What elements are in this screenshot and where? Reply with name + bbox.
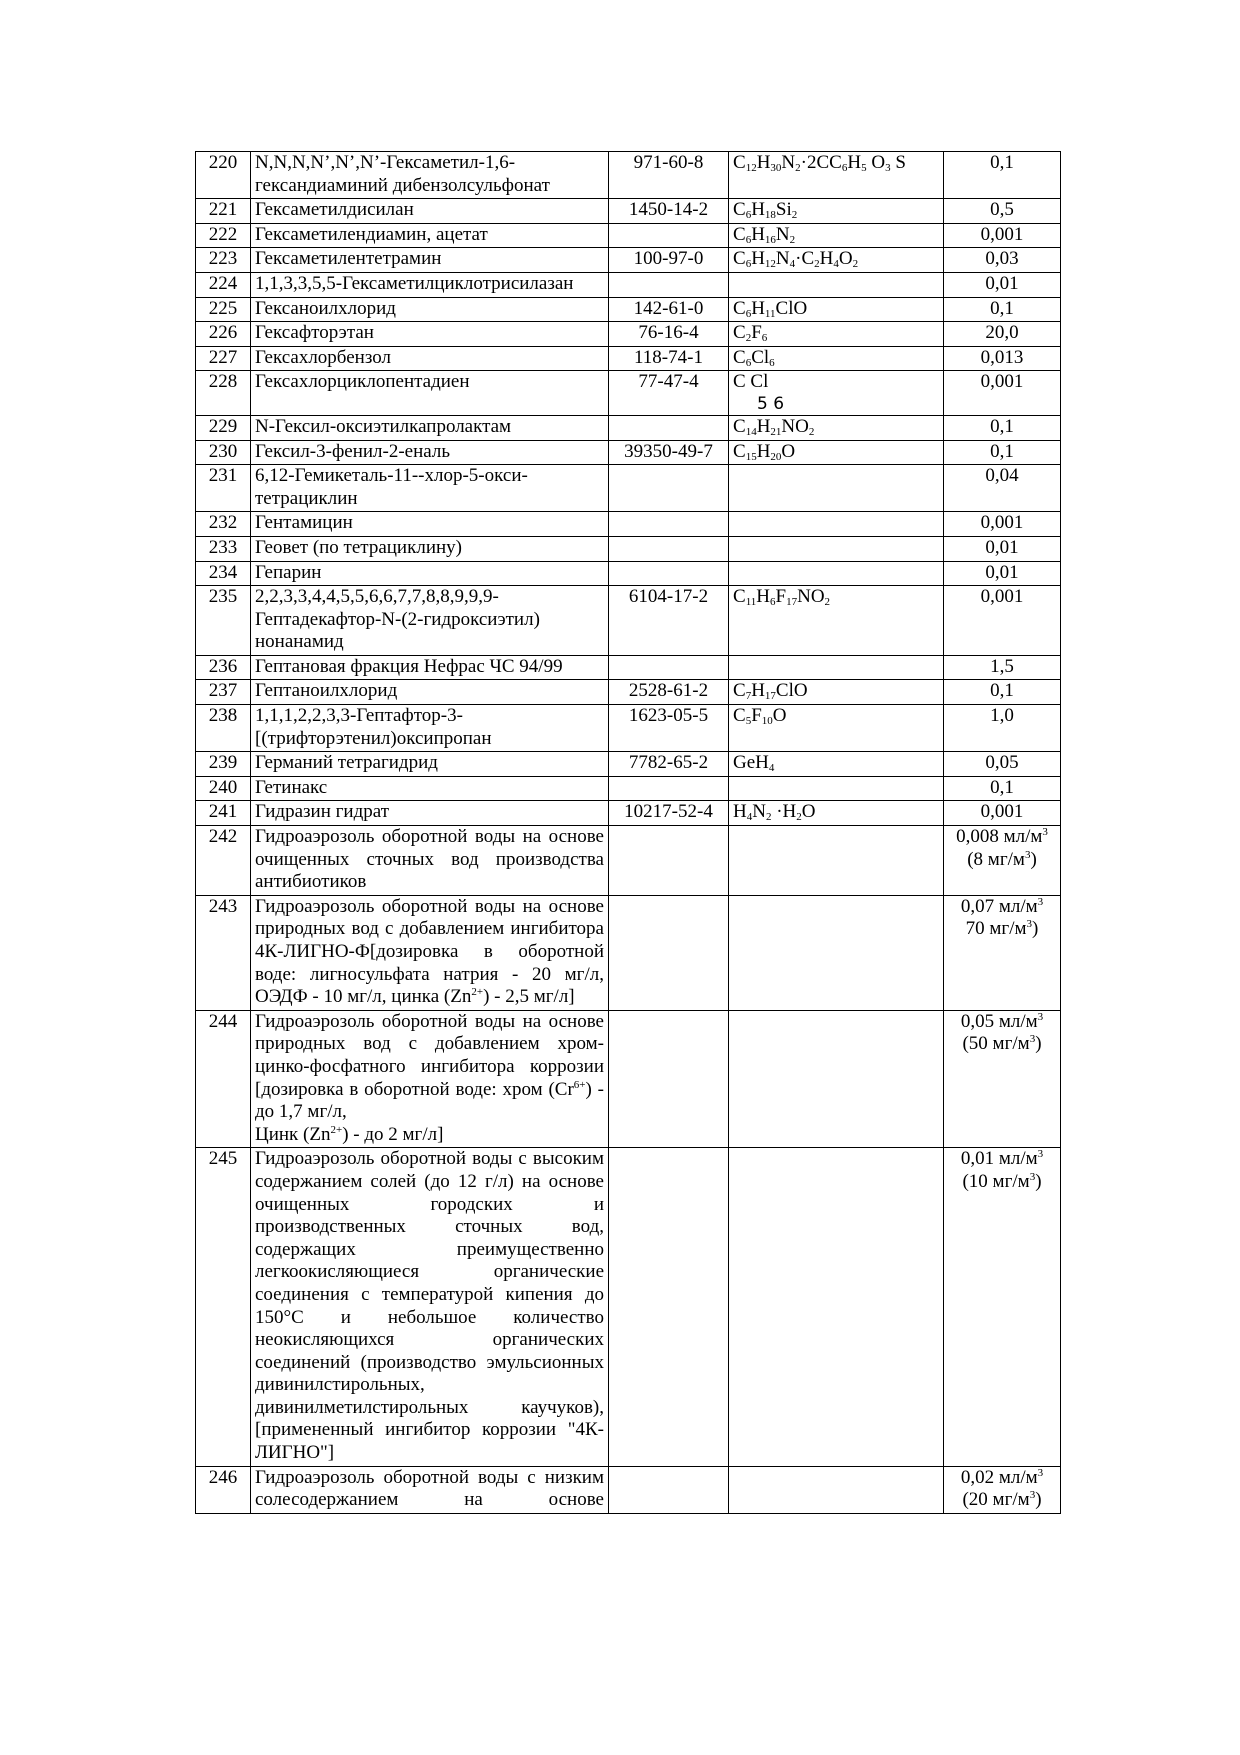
formula-subscript: 7 xyxy=(745,690,752,703)
formula-element: C Cl xyxy=(733,371,769,393)
cas-number: 100-97-0 xyxy=(609,248,729,273)
concentration-value: 0,05 xyxy=(944,752,1061,777)
cas-number xyxy=(609,895,729,1010)
formula-element: ·H xyxy=(771,801,797,823)
chemical-formula xyxy=(729,705,944,752)
closing-paren: ) xyxy=(1030,848,1037,870)
concentration-value: 1,5 xyxy=(944,655,1061,680)
formula-element: ·C xyxy=(795,248,815,270)
formula-element: C xyxy=(733,346,746,368)
chemical-formula xyxy=(729,776,944,801)
formula-element: F xyxy=(751,705,762,727)
formula-element: C xyxy=(733,705,746,727)
table-row xyxy=(196,1148,1061,1466)
value-mg: (20 мг/м xyxy=(962,1489,1030,1511)
substance-name: N-Гексил-оксиэтилкапролактам xyxy=(251,415,609,440)
formula-subscript: 20 xyxy=(770,450,782,463)
formula-subscript: 2 xyxy=(795,162,801,174)
concentration-value: 0,1 xyxy=(944,440,1061,465)
formula-subscript: 2 xyxy=(765,811,772,824)
formula-subscript: 2 xyxy=(808,425,815,438)
table-row xyxy=(196,536,1061,561)
value-ml: 0,02 мл/м xyxy=(960,1466,1038,1488)
formula-subscript: 6 xyxy=(769,356,775,369)
substance-name: Гексафторэтан xyxy=(251,322,609,347)
formula-element: F xyxy=(751,322,762,344)
substance-name: 1,1,1,2,2,3,3-Гептафтор-3-[(трифторэтенил)оксипропан xyxy=(251,705,609,752)
concentration-value: 0,001 xyxy=(944,512,1061,537)
document-page xyxy=(195,151,1060,1514)
closing-paren: ) xyxy=(1035,1033,1042,1055)
formula-element: GeH xyxy=(733,752,769,774)
formula-element: ·2C xyxy=(800,152,830,173)
substance-name: Гептаноилхлорид xyxy=(251,680,609,705)
value-mg: (8 мг/м xyxy=(967,848,1025,870)
formula-element: N xyxy=(775,223,790,245)
formula-element: H xyxy=(819,248,834,270)
concentration-value: 0,5 xyxy=(944,199,1061,224)
substance-name: Гексаноилхлорид xyxy=(251,297,609,322)
concentration-value: 0,013 xyxy=(944,346,1061,371)
formula-subscript: 30 xyxy=(770,162,782,174)
concentration-value: 0,1 xyxy=(944,297,1061,322)
table-row xyxy=(196,561,1061,586)
row-number: 220 xyxy=(196,152,251,199)
cube-superscript: 3 xyxy=(1037,1466,1044,1479)
chemical-formula xyxy=(729,371,944,416)
cas-number: 76-16-4 xyxy=(609,322,729,347)
formula-element: Si xyxy=(775,199,792,221)
name-part: Гидроаэрозоль оборотной воды на основе природных вод с добавлением ингибитора 4К-ЛИГНО-Ф[дозировка в оборотной воде: лигносульфата натрия - 20 мг/л, ОЭДФ - 10 мг/л, цинка (Zn xyxy=(255,895,604,1008)
row-number: 233 xyxy=(196,536,251,561)
chemical-formula xyxy=(729,272,944,297)
cas-number xyxy=(609,415,729,440)
formula-subscript: 17 xyxy=(764,690,776,703)
substance-name: Гексаметилендиамин, ацетат xyxy=(251,223,609,248)
substance-name: 6,12-Гемикеталь-11--хлор-5-окси-тетрациклин xyxy=(251,465,609,512)
row-number: 238 xyxy=(196,705,251,752)
formula-element: N xyxy=(781,152,796,173)
cube-superscript: 3 xyxy=(1029,1170,1036,1183)
row-number: 230 xyxy=(196,440,251,465)
formula-subscript: 4 xyxy=(746,811,753,824)
table-row xyxy=(196,1466,1061,1513)
cas-number: 39350-49-7 xyxy=(609,440,729,465)
formula-subscript: 2 xyxy=(824,596,831,609)
concentration-value: 0,001 xyxy=(944,801,1061,826)
concentration-value: 0,1 xyxy=(944,415,1061,440)
formula-subscript: 2 xyxy=(796,811,802,824)
table-row xyxy=(196,371,1061,416)
closing-paren: ) xyxy=(1032,918,1039,940)
cas-number xyxy=(609,536,729,561)
concentration-value: 0,03 xyxy=(944,248,1061,273)
substance-name: Гексаметилентетрамин xyxy=(251,248,609,273)
formula-subscript: 6 xyxy=(770,596,776,609)
row-number: 224 xyxy=(196,272,251,297)
substance-name: Гексил-3-фенил-2-еналь xyxy=(251,440,609,465)
substance-name: N,N,N,N’,N’,N’-Гексаметил-1,6-гександиаминий дибензолсульфонат xyxy=(251,152,609,199)
formula-element: C xyxy=(733,440,746,462)
formula-subscript: 18 xyxy=(764,209,776,222)
concentration-value: 0,01 xyxy=(944,561,1061,586)
formula-element: O xyxy=(772,705,787,727)
formula-subscript: 21 xyxy=(770,425,782,438)
table-body xyxy=(196,152,1061,1514)
formula-subscript: 2 xyxy=(789,233,796,246)
formula-subscript: 6 xyxy=(761,332,768,345)
formula-subscript: 4 xyxy=(833,258,839,271)
cube-superscript: 3 xyxy=(1026,918,1033,931)
formula-element: NO xyxy=(781,415,809,437)
row-number: 222 xyxy=(196,223,251,248)
formula-subscript: 12 xyxy=(745,162,757,174)
table-row xyxy=(196,705,1061,752)
formula-element: NO xyxy=(797,586,825,608)
formula-element: C xyxy=(733,586,746,608)
table-row xyxy=(196,1010,1061,1148)
cas-number xyxy=(609,272,729,297)
concentration-value xyxy=(944,1466,1061,1513)
chemical-formula xyxy=(729,536,944,561)
name-part: ) - 2,5 мг/л] xyxy=(483,986,575,1008)
cas-number xyxy=(609,512,729,537)
row-number: 240 xyxy=(196,776,251,801)
substance-name: Гепарин xyxy=(251,561,609,586)
chemical-formula xyxy=(729,1466,944,1513)
table-row xyxy=(196,895,1061,1010)
formula-element: ClO xyxy=(775,297,808,319)
value-mg: (10 мг/м xyxy=(962,1170,1030,1192)
cas-number: 7782-65-2 xyxy=(609,752,729,777)
substance-name xyxy=(251,895,609,1010)
row-number: 234 xyxy=(196,561,251,586)
formula-element: O xyxy=(801,801,816,823)
table-row xyxy=(196,826,1061,896)
cube-superscript: 3 xyxy=(1029,1033,1036,1046)
chemical-formula xyxy=(729,826,944,896)
table-row xyxy=(196,586,1061,656)
name-part: Гидроаэрозоль оборотной воды на основе природных вод с добавлением хром-цинко-фосфатного ингибитора коррозии [дозировка в оборотной воде: хром (Cr xyxy=(255,1010,604,1100)
row-number: 239 xyxy=(196,752,251,777)
concentration-value: 1,0 xyxy=(944,705,1061,752)
cas-number xyxy=(609,465,729,512)
formula-element: O xyxy=(838,248,853,270)
table-row xyxy=(196,752,1061,777)
name-part: ) - до 1,7 мг/л, xyxy=(255,1078,604,1123)
formula-element: N xyxy=(752,801,766,823)
value-ml: 0,07 мл/м xyxy=(960,895,1038,917)
substance-name: Германий тетрагидрид xyxy=(251,752,609,777)
table-row xyxy=(196,322,1061,347)
chemical-formula xyxy=(729,152,944,199)
table-row xyxy=(196,223,1061,248)
substance-name: Гетинакс xyxy=(251,776,609,801)
formula-element: H xyxy=(751,297,765,319)
chemical-formula xyxy=(729,440,944,465)
formula-element: C xyxy=(733,680,746,702)
substance-name: Гентамицин xyxy=(251,512,609,537)
cas-number: 971-60-8 xyxy=(609,152,729,199)
concentration-value: 0,01 xyxy=(944,536,1061,561)
substance-name xyxy=(251,1010,609,1148)
formula-element: C xyxy=(829,152,842,173)
table-row xyxy=(196,465,1061,512)
formula-element: O xyxy=(866,152,886,173)
chemical-formula xyxy=(729,465,944,512)
value-ml: 0,008 мл/м xyxy=(956,826,1043,848)
formula-subscript: 3 xyxy=(885,162,891,174)
formula-subscript: 2 xyxy=(852,258,859,271)
table-row xyxy=(196,440,1061,465)
chemical-formula xyxy=(729,752,944,777)
table-row xyxy=(196,801,1061,826)
value-ml: 0,05 мл/м xyxy=(960,1010,1038,1032)
table-row xyxy=(196,655,1061,680)
formula-element: C xyxy=(733,297,746,319)
formula-element: H xyxy=(733,801,747,823)
cas-number: 77-47-4 xyxy=(609,371,729,416)
row-number: 226 xyxy=(196,322,251,347)
formula-element: H xyxy=(751,248,765,270)
substance-name: 1,1,3,3,5,5-Гексаметилциклотрисилазан xyxy=(251,272,609,297)
formula-subscript: 6 xyxy=(745,233,752,246)
row-number: 241 xyxy=(196,801,251,826)
cas-number xyxy=(609,561,729,586)
substance-name: Геовет (по тетрациклину) xyxy=(251,536,609,561)
handwritten-subscripts: 5 6 xyxy=(757,393,785,414)
cas-number xyxy=(609,1466,729,1513)
chemical-formula xyxy=(729,655,944,680)
formula-subscript: 2 xyxy=(791,209,798,222)
formula-subscript: 11 xyxy=(745,596,757,609)
substance-name: 2,2,3,3,4,4,5,5,6,6,7,7,8,8,9,9,9-Гептадекафтор-N-(2-гидроксиэтил) нонанамид xyxy=(251,586,609,656)
formula-subscript: 2 xyxy=(814,258,820,271)
row-number: 242 xyxy=(196,826,251,896)
concentration-value: 0,01 xyxy=(944,272,1061,297)
chemical-formula xyxy=(729,248,944,273)
cas-number: 10217-52-4 xyxy=(609,801,729,826)
row-number: 227 xyxy=(196,346,251,371)
formula-subscript: 2 xyxy=(745,332,752,345)
concentration-value xyxy=(944,895,1061,1010)
formula-element: H xyxy=(756,440,771,462)
substance-name: Гептановая фракция Нефрас ЧС 94/99 xyxy=(251,655,609,680)
formula-subscript: 6 xyxy=(841,162,848,174)
formula-element: Cl xyxy=(751,346,770,368)
formula-element: H xyxy=(751,223,765,245)
table-row xyxy=(196,415,1061,440)
formula-element: H xyxy=(751,199,765,221)
concentration-value: 20,0 xyxy=(944,322,1061,347)
table-row xyxy=(196,248,1061,273)
row-number: 228 xyxy=(196,371,251,416)
cube-superscript: 3 xyxy=(1037,895,1044,908)
formula-subscript: 6 xyxy=(745,307,752,320)
substance-name: Гексахлорциклопентадиен xyxy=(251,371,609,416)
row-number: 244 xyxy=(196,1010,251,1148)
formula-element: C xyxy=(733,152,746,173)
table-row xyxy=(196,346,1061,371)
formula-element: C xyxy=(733,223,746,245)
concentration-value xyxy=(944,1148,1061,1466)
concentration-value: 0,001 xyxy=(944,371,1061,416)
substance-name: Гидразин гидрат xyxy=(251,801,609,826)
value-ml: 0,01 мл/м xyxy=(960,1148,1038,1170)
cas-number: 142-61-0 xyxy=(609,297,729,322)
cube-superscript: 3 xyxy=(1024,848,1031,861)
chemical-formula xyxy=(729,223,944,248)
formula-subscript: 4 xyxy=(789,258,796,271)
formula-element: C xyxy=(733,415,746,437)
formula-element: ClO xyxy=(775,680,808,702)
cas-number: 118-74-1 xyxy=(609,346,729,371)
row-number: 235 xyxy=(196,586,251,656)
name-part: Цинк (Zn xyxy=(255,1123,331,1145)
value-mg: 70 мг/м xyxy=(965,918,1027,940)
formula-subscript: 14 xyxy=(745,425,757,438)
row-number: 243 xyxy=(196,895,251,1010)
substance-name: Гидроаэрозоль оборотной воды на основе очищенных сточных вод производства антибиотиков xyxy=(251,826,609,896)
cas-number xyxy=(609,776,729,801)
formula-subscript: 17 xyxy=(786,596,798,609)
row-number: 246 xyxy=(196,1466,251,1513)
cas-number: 1450-14-2 xyxy=(609,199,729,224)
formula-element: H xyxy=(756,152,771,173)
formula-element: F xyxy=(775,586,787,608)
chemical-formula xyxy=(729,1010,944,1148)
substance-name: Гексаметилдисилан xyxy=(251,199,609,224)
substance-name: Гидроаэрозоль оборотной воды с высоким содержанием солей (до 12 г/л) на основе очищенных городских и производственных сточных вод, содержащих преимущественно легкоокисляющиеся органические соединения с температурой кипения до 150°С и небольшое количество неокисляющихся органических соединений (производство эмульсионных дивинилстирольных, дивинилметилстирольных каучуков), [примененный ингибитор коррозии "4К-ЛИГНО"] xyxy=(251,1148,609,1466)
formula-subscript: 10 xyxy=(761,715,773,728)
chemical-formula xyxy=(729,586,944,656)
cas-number xyxy=(609,1148,729,1466)
row-number: 237 xyxy=(196,680,251,705)
cube-superscript: 3 xyxy=(1029,1489,1036,1502)
formula-element: H xyxy=(756,586,771,608)
formula-subscript: 4 xyxy=(768,762,775,775)
value-mg: (50 мг/м xyxy=(962,1033,1030,1055)
substance-name: Гексахлорбензол xyxy=(251,346,609,371)
concentration-value: 0,04 xyxy=(944,465,1061,512)
formula-subscript: 15 xyxy=(745,450,757,463)
formula-element: H xyxy=(847,152,862,173)
formula-element: H xyxy=(751,680,765,702)
formula-subscript: 6 xyxy=(745,356,752,369)
ion-charge: 2+ xyxy=(330,1123,343,1136)
chemical-formula xyxy=(729,199,944,224)
formula-element: C xyxy=(733,322,746,344)
cas-number xyxy=(609,1010,729,1148)
formula-subscript: 11 xyxy=(764,307,776,320)
chemical-formula xyxy=(729,512,944,537)
cas-number xyxy=(609,655,729,680)
table-row xyxy=(196,680,1061,705)
cube-superscript: 3 xyxy=(1037,1148,1044,1161)
formula-element: O xyxy=(781,440,796,462)
cube-superscript: 3 xyxy=(1042,826,1048,839)
closing-paren: ) xyxy=(1035,1489,1042,1511)
ion-charge: 2+ xyxy=(471,986,484,999)
table-row xyxy=(196,199,1061,224)
row-number: 236 xyxy=(196,655,251,680)
cas-number: 1623-05-5 xyxy=(609,705,729,752)
table-row xyxy=(196,512,1061,537)
formula-subscript: 12 xyxy=(764,258,776,271)
chemical-formula xyxy=(729,1148,944,1466)
cas-number: 6104-17-2 xyxy=(609,586,729,656)
formula-element: S xyxy=(890,152,906,173)
formula-subscript: 6 xyxy=(745,258,752,271)
name-part: ) - до 2 мг/л] xyxy=(342,1123,444,1145)
substances-table xyxy=(195,151,1061,1514)
cas-number: 2528-61-2 xyxy=(609,680,729,705)
closing-paren: ) xyxy=(1035,1170,1042,1192)
chemical-formula xyxy=(729,415,944,440)
formula-subscript: 16 xyxy=(764,233,776,246)
cas-number xyxy=(609,223,729,248)
formula-subscript: 5 xyxy=(861,162,867,174)
concentration-value: 0,001 xyxy=(944,223,1061,248)
cube-superscript: 3 xyxy=(1037,1010,1044,1023)
concentration-value xyxy=(944,1010,1061,1148)
table-row xyxy=(196,776,1061,801)
chemical-formula xyxy=(729,801,944,826)
chemical-formula xyxy=(729,895,944,1010)
concentration-value: 0,1 xyxy=(944,680,1061,705)
formula-subscript: 5 xyxy=(745,715,752,728)
formula-element: C xyxy=(733,248,746,270)
row-number: 225 xyxy=(196,297,251,322)
table-row xyxy=(196,297,1061,322)
table-row xyxy=(196,152,1061,199)
formula-element: N xyxy=(775,248,790,270)
row-number: 232 xyxy=(196,512,251,537)
chemical-formula xyxy=(729,680,944,705)
chemical-formula xyxy=(729,561,944,586)
row-number: 245 xyxy=(196,1148,251,1466)
concentration-value: 0,1 xyxy=(944,776,1061,801)
row-number: 221 xyxy=(196,199,251,224)
formula-element: H xyxy=(756,415,771,437)
chemical-formula xyxy=(729,297,944,322)
formula-subscript: 6 xyxy=(745,209,752,222)
row-number: 231 xyxy=(196,465,251,512)
row-number: 223 xyxy=(196,248,251,273)
ion-charge: 6+ xyxy=(573,1078,586,1091)
row-number: 229 xyxy=(196,415,251,440)
formula-element: C xyxy=(733,199,746,221)
concentration-value: 0,1 xyxy=(944,152,1061,199)
cas-number xyxy=(609,826,729,896)
chemical-formula xyxy=(729,322,944,347)
table-row xyxy=(196,272,1061,297)
concentration-value: 0,001 xyxy=(944,586,1061,656)
concentration-value xyxy=(944,826,1061,896)
substance-name: Гидроаэрозоль оборотной воды с низким солесодержанием на основе xyxy=(251,1466,609,1513)
chemical-formula xyxy=(729,346,944,371)
